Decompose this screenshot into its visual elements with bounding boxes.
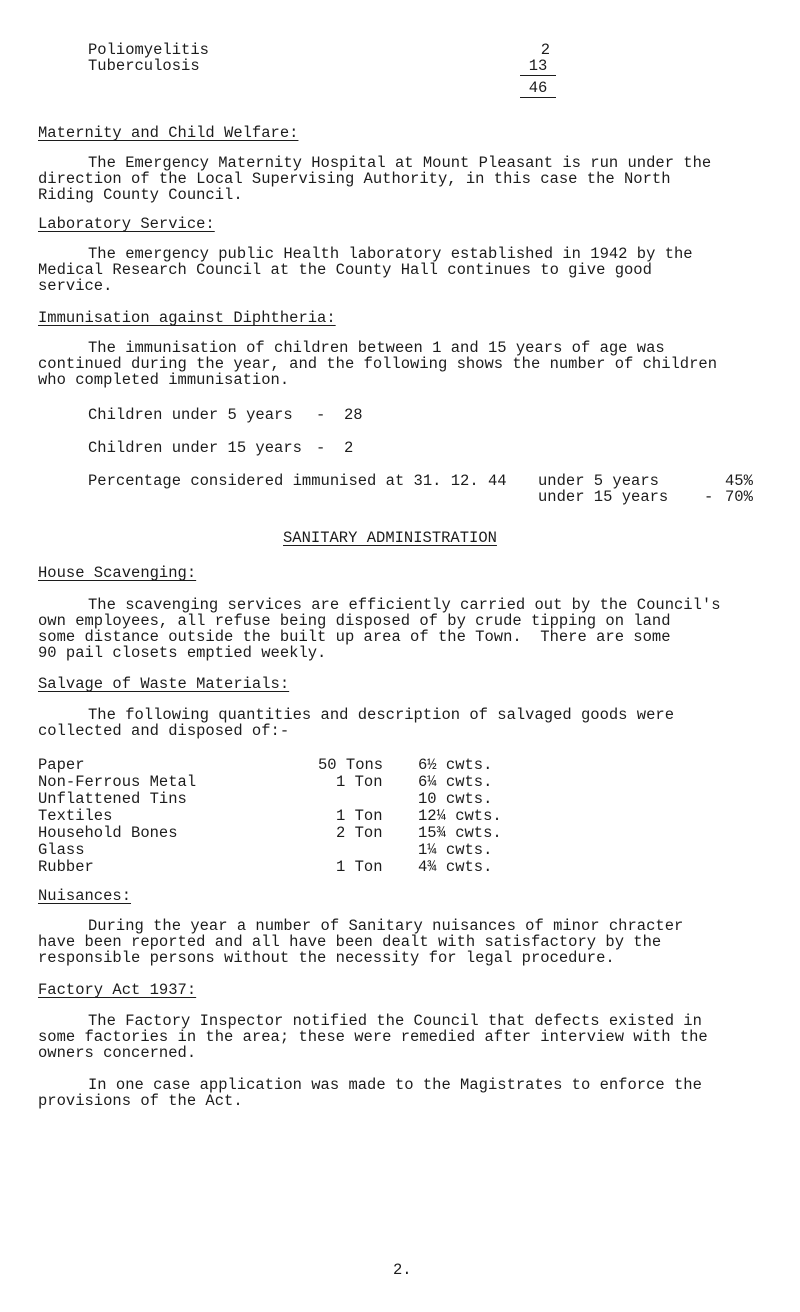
immunisation-stat-value-1: 2 (344, 439, 354, 457)
immunisation-percentage-label: Percentage considered immunised at 31. 12. 44 (88, 472, 507, 490)
immunisation-line-2: who completed immunisation. (38, 371, 290, 389)
scavenging-heading: House Scavenging: (38, 564, 197, 582)
factory-line-2: owners concerned. (38, 1044, 197, 1062)
factory-line-0: The Factory Inspector notified the Council that defects existed in (88, 1012, 702, 1030)
percentage-row-value-0: 45% (725, 472, 753, 490)
salvage-line-0: The following quantities and description of salvaged goods were (88, 706, 674, 724)
salvage-cwts: 10 cwts. (418, 790, 493, 808)
salvage-material: Non-Ferrous Metal (38, 773, 197, 791)
salvage-material: Unflattened Tins (38, 790, 187, 808)
salvage-material: Textiles (38, 807, 113, 825)
salvage-material: Glass (38, 841, 85, 859)
percentage-dash: - (704, 488, 714, 506)
salvage-material: Paper (38, 756, 85, 774)
salvage-row (38, 757, 85, 774)
salvage-cwts: 6¼ cwts. (418, 773, 493, 791)
salvage-tons: 1 Ton (336, 807, 383, 825)
salvage-row (38, 791, 187, 808)
percentage-row-label-0: under 5 years (538, 472, 659, 490)
top-table-value-1: 13 (520, 58, 556, 76)
laboratory-line-1: Medical Research Council at the County Hall continues to give good (38, 261, 652, 279)
immunisation-heading: Immunisation against Diphtheria: (38, 309, 336, 327)
salvage-line-1: collected and disposed of:- (38, 722, 290, 740)
percentage-row-value-1: 70% (725, 488, 753, 506)
immunisation-line-0: The immunisation of children between 1 and 15 years of age was (88, 339, 665, 357)
salvage-tons: 50 Tons (318, 756, 384, 774)
salvage-cwts: 1¼ cwts. (418, 841, 493, 859)
salvage-tons: 2 Ton (336, 824, 383, 842)
salvage-material: Rubber (38, 858, 94, 876)
immunisation-stat-label-0: Children under 5 years (88, 406, 293, 424)
immunisation-stat-dash-0: - (316, 406, 326, 424)
salvage-row (38, 808, 112, 825)
immunisation-stat-label-1: Children under 15 years (88, 439, 302, 457)
scavenging-line-0: The scavenging services are efficiently carried out by the Council's (88, 596, 721, 614)
immunisation-stat-dash-1: - (316, 439, 326, 457)
maternity-line-2: Riding County Council. (38, 186, 243, 204)
salvage-row (38, 825, 178, 842)
scavenging-line-3: 90 pail closets emptied weekly. (38, 644, 327, 662)
top-table-label-1: Tuberculosis (88, 57, 200, 75)
sanitary-administration-title: SANITARY ADMINISTRATION (283, 529, 497, 547)
nuisances-line-0: During the year a number of Sanitary nuisances of minor chracter (88, 917, 684, 935)
factory-heading: Factory Act 1937: (38, 981, 197, 999)
salvage-heading: Salvage of Waste Materials: (38, 675, 290, 693)
nuisances-heading: Nuisances: (38, 887, 132, 905)
salvage-cwts: 12¼ cwts. (418, 807, 502, 825)
scavenging-line-1: own employees, all refuse being disposed of by crude tipping on land (38, 612, 671, 630)
salvage-tons: 1 Ton (336, 773, 383, 791)
laboratory-line-2: service. (38, 277, 113, 295)
salvage-row (38, 774, 196, 791)
top-table-value-0: 2 (540, 41, 550, 59)
factory-line2-1: provisions of the Act. (38, 1092, 243, 1110)
top-table-label-0: Poliomyelitis (88, 41, 209, 59)
page-number: 2. (393, 1261, 412, 1279)
salvage-cwts: 15¾ cwts. (418, 824, 502, 842)
scavenging-line-2: some distance outside the built up area of the Town. There are some (38, 628, 671, 646)
salvage-material: Household Bones (38, 824, 178, 842)
top-table-total: 46 (520, 80, 556, 98)
maternity-heading: Maternity and Child Welfare: (38, 124, 299, 142)
immunisation-line-1: continued during the year, and the following shows the number of children (38, 355, 718, 373)
maternity-line-0: The Emergency Maternity Hospital at Mount Pleasant is run under the (88, 154, 712, 172)
factory-line2-0: In one case application was made to the Magistrates to enforce the (88, 1076, 702, 1094)
nuisances-line-1: have been reported and all have been dealt with satisfactory by the (38, 933, 662, 951)
salvage-row (38, 842, 85, 859)
laboratory-heading: Laboratory Service: (38, 215, 215, 233)
salvage-row (38, 859, 94, 876)
salvage-cwts: 4¾ cwts. (418, 858, 493, 876)
immunisation-stat-value-0: 28 (344, 406, 363, 424)
laboratory-line-0: The emergency public Health laboratory established in 1942 by the (88, 245, 693, 263)
factory-line-1: some factories in the area; these were remedied after interview with the (38, 1028, 708, 1046)
maternity-line-1: direction of the Local Supervising Authority, in this case the North (38, 170, 671, 188)
salvage-tons: 1 Ton (336, 858, 383, 876)
nuisances-line-2: responsible persons without the necessity for legal procedure. (38, 949, 615, 967)
salvage-cwts: 6½ cwts. (418, 756, 493, 774)
percentage-row-label-1: under 15 years (538, 488, 669, 506)
